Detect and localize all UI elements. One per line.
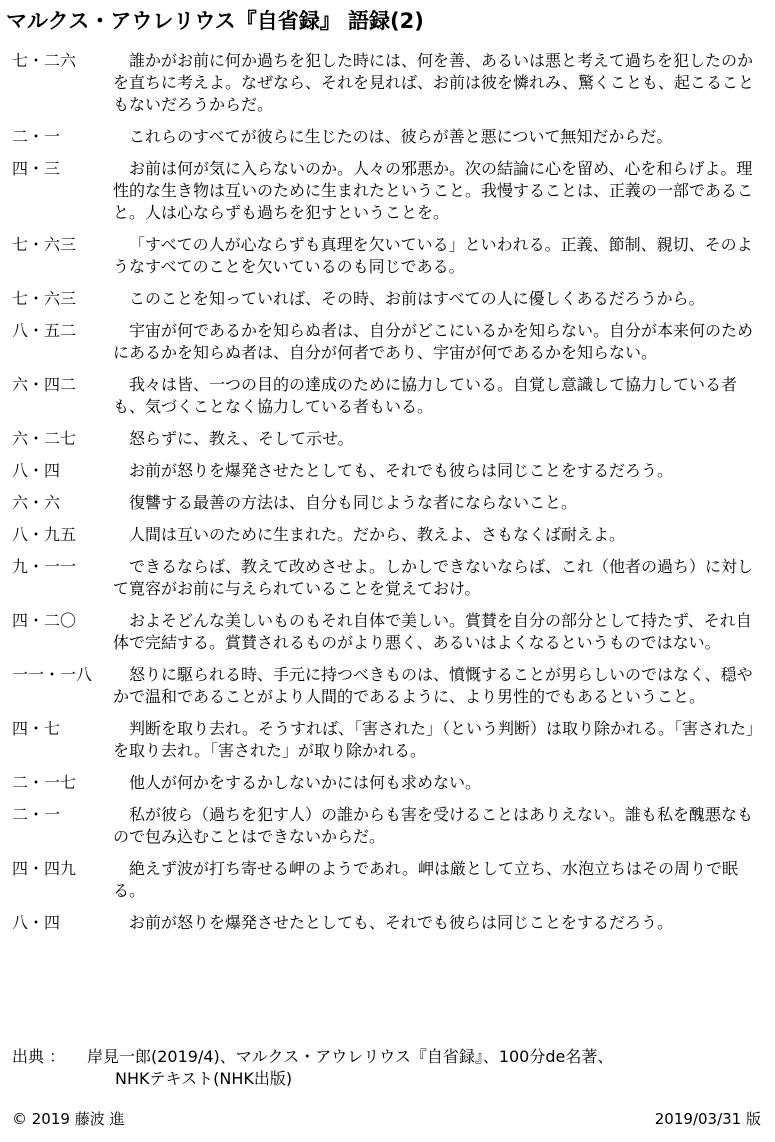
quote-entry — [0, 664, 775, 708]
quote-entry — [0, 556, 775, 600]
quote-reference: 一一・一八 — [12, 665, 93, 684]
quote-entry — [0, 320, 775, 364]
quote-entry — [0, 524, 775, 546]
quote-text: 復讐する最善の方法は、自分も同じような者にならないこと。 — [129, 493, 578, 512]
quote-reference: 八・四 — [12, 461, 61, 480]
quote-text: 他人が何かをするかしないかには何も求めない。 — [129, 773, 482, 792]
quote-text: 我々は皆、一つの目的の達成のために協力している。自覚し意識して協力している者も、気づくことなく協力している者もいる。 — [113, 375, 738, 416]
source-line-1: 岸見一郎(2019/4)、マルクス・アウレリウス『自省録』、100分de名著、 — [87, 1047, 614, 1066]
quote-reference: 六・二七 — [12, 429, 77, 448]
quote-entry — [0, 460, 775, 482]
edition-date: 2019/03/31 版 — [654, 1110, 761, 1128]
quote-reference: 四・三 — [12, 159, 61, 178]
source-label: 出典 ： — [12, 1047, 66, 1066]
quote-entry — [0, 772, 775, 794]
quote-entry — [0, 912, 775, 934]
quote-entry — [0, 492, 775, 514]
quote-text: 「すべての人が心ならずも真理を欠いている」といわれる。正義、節制、親切、そのようなすべてのことを欠いているのも同じである。 — [113, 235, 753, 276]
quote-text: できるならば、教えて改めさせよ。しかしできないならば、これ（他者の過ち）に対して寛容がお前に与えられていることを覚えておけ。 — [113, 557, 754, 598]
quote-reference: 二・一七 — [12, 773, 77, 792]
quote-text: およそどんな美しいものもそれ自体で美しい。賞賛を自分の部分として持たず、それ自体で完結する。賞賛されるものがより悪く、あるいはよくなるというものではない。 — [113, 611, 752, 652]
quote-text: 誰かがお前に何か過ちを犯した時には、何を善、あるいは悪と考えて過ちを犯したのかを直ちに考えよ。なぜなら、それを見れば、お前は彼を憐れみ、驚くことも、起こることもないだろうからだ。 — [113, 51, 754, 114]
quote-reference: 二・一 — [12, 805, 61, 824]
quote-reference: 六・四二 — [12, 375, 77, 394]
quote-text: 怒らずに、教え、そして示せ。 — [129, 429, 354, 448]
quote-list — [0, 50, 775, 944]
quote-reference: 七・六三 — [12, 235, 77, 254]
quote-text: お前が怒りを爆発させたとしても、それでも彼らは同じことをするだろう。 — [129, 913, 674, 932]
quote-entry — [0, 610, 775, 654]
quote-entry — [0, 126, 775, 148]
quote-reference: 八・九五 — [12, 525, 77, 544]
quote-text: 怒りに駆られる時、手元に持つべきものは、憤慨することが男らしいのではなく、穏やかで温和であることがより人間的であるように、より男性的でもあるということ。 — [113, 665, 753, 706]
copyright-text: © 2019 藤波 進 — [12, 1110, 125, 1128]
quote-text: 私が彼ら（過ちを犯す人）の誰からも害を受けることはありえない。誰も私を醜悪なもので包み込むことはできないからだ。 — [113, 805, 754, 846]
source-line-2: NHKテキスト(NHK出版) — [115, 1069, 293, 1088]
quote-reference: 九・一一 — [12, 557, 77, 576]
quote-reference: 八・四 — [12, 913, 61, 932]
quote-entry — [0, 288, 775, 310]
quote-entry — [0, 158, 775, 224]
quote-text: 判断を取り去れ。そうすれば、「害された」（という判断）は取り除かれる。「害された」を取り去れ。「害された」が取り除かれる。 — [113, 719, 762, 760]
quote-reference: 七・二六 — [12, 51, 77, 70]
quote-entry — [0, 718, 775, 762]
quote-text: 絶えず波が打ち寄せる岬のようであれ。岬は厳として立ち、水泡立ちはその周りで眠る。 — [113, 859, 738, 900]
quote-reference: 六・六 — [12, 493, 61, 512]
quote-entry — [0, 858, 775, 902]
quote-reference: 七・六三 — [12, 289, 77, 308]
quote-entry — [0, 374, 775, 418]
quote-text: お前は何が気に入らないのか。人々の邪悪か。次の結論に心を留め、心を和らげよ。理性的な生き物は互いのために生まれたということ。我慢することは、正義の一部であること。人は心ならずも過ちを犯すということを。 — [113, 159, 754, 222]
page-title: マルクス・アウレリウス『自省録』 語録(2) — [6, 9, 424, 33]
quote-reference: 四・二〇 — [12, 611, 77, 630]
quote-text: 人間は互いのために生まれた。だから、教えよ、さもなくば耐えよ。 — [129, 525, 626, 544]
quote-reference: 八・五二 — [12, 321, 77, 340]
quote-text: お前が怒りを爆発させたとしても、それでも彼らは同じことをするだろう。 — [129, 461, 674, 480]
quote-text: これらのすべてが彼らに生じたのは、彼らが善と悪について無知だからだ。 — [129, 127, 673, 146]
quote-entry — [0, 804, 775, 848]
quote-entry — [0, 50, 775, 116]
quote-reference: 四・七 — [12, 719, 61, 738]
quote-entry — [0, 234, 775, 278]
quote-entry — [0, 428, 775, 450]
quote-text: 宇宙が何であるかを知らぬ者は、自分がどこにいるかを知らない。自分が本来何のためにあるかを知らぬ者は、自分が何者であり、宇宙が何であるかを知らない。 — [113, 321, 754, 362]
quote-reference: 四・四九 — [12, 859, 77, 878]
quote-reference: 二・一 — [12, 127, 61, 146]
quote-text: このことを知っていれば、その時、お前はすべての人に優しくあるだろうから。 — [129, 289, 705, 308]
